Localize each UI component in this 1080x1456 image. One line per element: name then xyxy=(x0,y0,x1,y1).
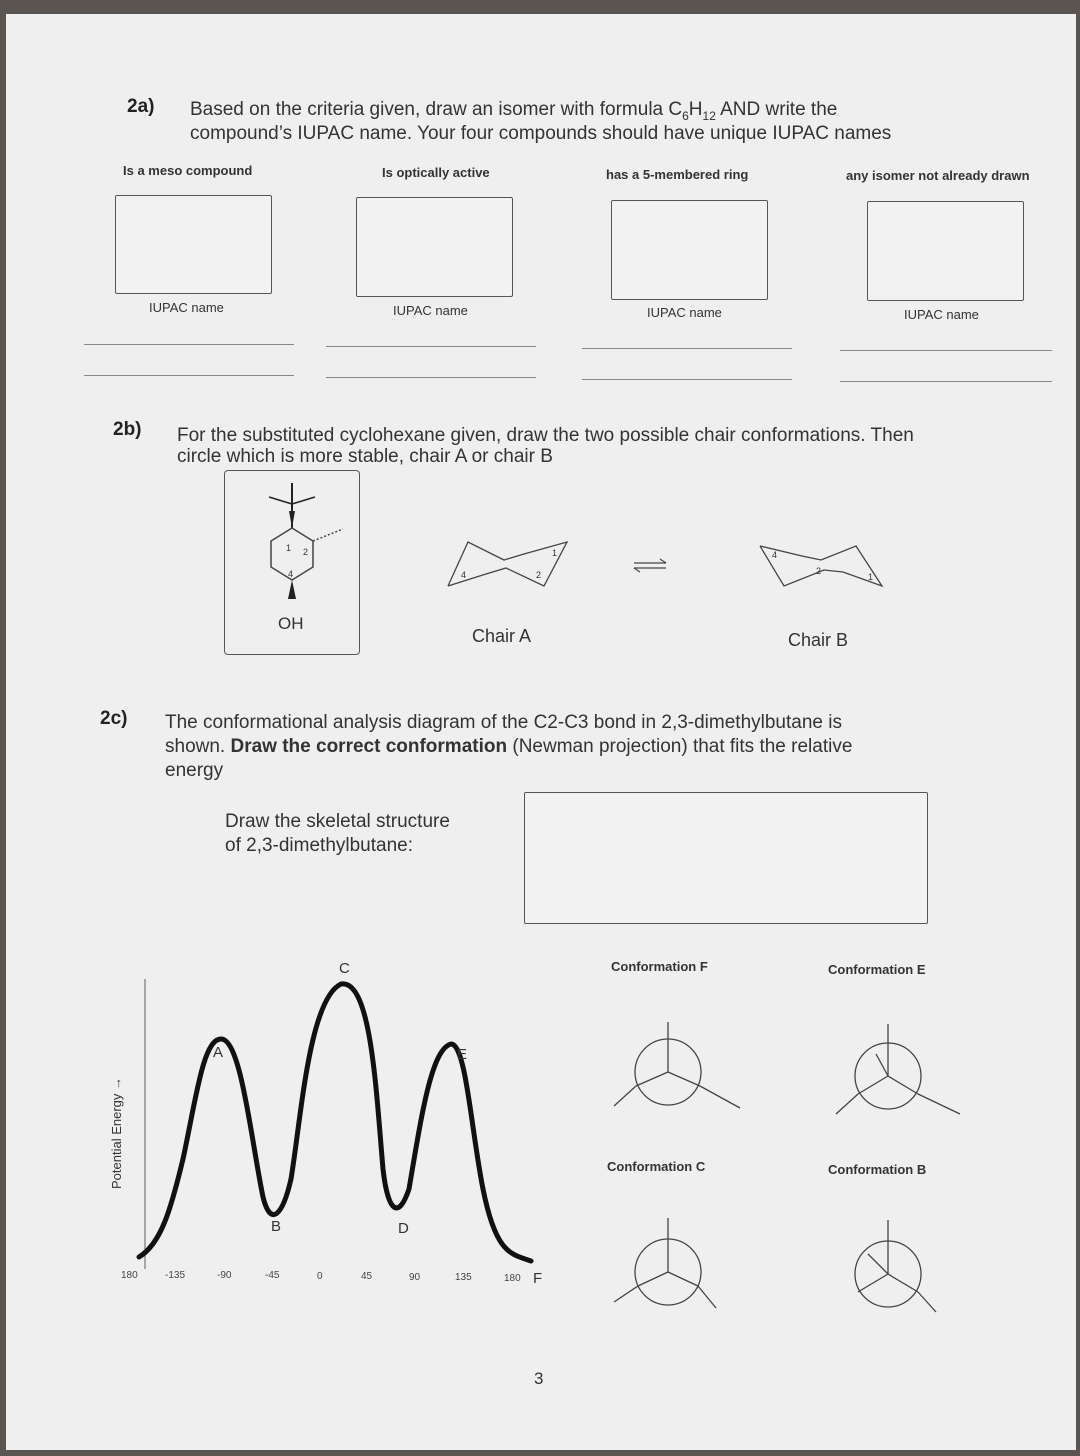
chair-b-number-4: 4 xyxy=(772,550,778,560)
question-2a-number: 2a) xyxy=(127,96,155,117)
formula-h: H xyxy=(688,99,703,120)
peak-label-f: F xyxy=(533,1270,543,1287)
x-tick-0: 0 xyxy=(317,1271,323,1282)
criterion-optically-active: Is optically active xyxy=(382,165,490,180)
chair-a-template xyxy=(436,534,576,594)
tbutyl-right xyxy=(292,497,315,504)
newman-template-c xyxy=(606,1214,746,1314)
wedge-bond-oh xyxy=(288,580,296,599)
chair-a-number-2: 2 xyxy=(536,570,542,580)
peak-label-d: D xyxy=(398,1220,409,1237)
criterion-5-membered-ring: has a 5-membered ring xyxy=(606,167,749,182)
chair-b-template xyxy=(756,542,891,594)
iupac-answer-line-1a[interactable] xyxy=(84,344,294,345)
ring-number-1: 1 xyxy=(286,543,292,553)
x-tick-45: 45 xyxy=(361,1271,373,1282)
ring-number-2: 2 xyxy=(303,547,309,557)
x-tick-minus45: -45 xyxy=(265,1270,280,1281)
page-number: 3 xyxy=(534,1369,544,1388)
y-axis-label: Potential Energy → xyxy=(109,1076,124,1189)
question-2b-text-line2: circle which is more stable, chair A or chair B xyxy=(177,446,553,467)
iupac-answer-line-1b[interactable] xyxy=(84,375,294,376)
ring-number-4: 4 xyxy=(288,569,294,579)
x-tick-90: 90 xyxy=(409,1272,421,1283)
question-2c-text-line1: The conformational analysis diagram of the C2-C3 bond in 2,3-dimethylbutane is xyxy=(165,712,842,733)
question-2b-number: 2b) xyxy=(113,419,142,440)
drawing-box-meso[interactable] xyxy=(115,195,272,294)
question-2c-number: 2c) xyxy=(100,708,128,729)
newman-template-b xyxy=(826,1216,966,1316)
newman-template-e xyxy=(826,1018,966,1118)
skeletal-structure-box[interactable] xyxy=(524,792,928,924)
iupac-label-2: IUPAC name xyxy=(393,303,468,318)
skeletal-prompt-line2: of 2,3-dimethylbutane: xyxy=(225,835,414,856)
q2c-prefix: shown. xyxy=(165,736,231,757)
chair-b-number-1: 1 xyxy=(868,572,874,582)
question-2b-text-line1: For the substituted cyclohexane given, draw the two possible chair conformations. Then xyxy=(177,425,914,446)
q2c-suffix: (Newman projection) that fits the relative xyxy=(507,736,853,757)
iupac-answer-line-2b[interactable] xyxy=(326,377,536,378)
criterion-any-isomer: any isomer not already drawn xyxy=(846,168,1030,183)
conformation-b-label: Conformation B xyxy=(828,1162,927,1177)
iupac-label-4: IUPAC name xyxy=(904,307,979,322)
iupac-answer-line-3a[interactable] xyxy=(582,348,792,349)
peak-label-b: B xyxy=(271,1218,282,1235)
x-tick-minus135: -135 xyxy=(165,1270,186,1281)
conformation-e-label: Conformation E xyxy=(828,962,926,977)
question-2c-text-line2 xyxy=(165,735,852,758)
cyclohexane-structure xyxy=(225,471,359,654)
iupac-answer-line-3b[interactable] xyxy=(582,379,792,380)
formula-subscript-12: 12 xyxy=(702,108,716,123)
chair-b-number-2: 2 xyxy=(816,566,822,576)
substituted-cyclohexane-box xyxy=(224,470,360,655)
question-2c-text-line3: energy xyxy=(165,760,224,781)
worksheet-page xyxy=(6,14,1076,1450)
x-tick-180-left: 180 xyxy=(121,1270,138,1281)
peak-label-e: E xyxy=(457,1046,468,1063)
newman-template-f xyxy=(606,1014,746,1114)
question-2a-text-line2: compound’s IUPAC name. Your four compounds should have unique IUPAC names xyxy=(190,123,892,144)
x-tick-180-right: 180 xyxy=(504,1273,521,1284)
drawing-box-5-membered-ring[interactable] xyxy=(611,200,768,300)
x-tick-minus90: -90 xyxy=(217,1270,232,1281)
tbutyl-left xyxy=(269,497,292,504)
q2a-text-end: AND write the xyxy=(715,99,838,120)
hashed-methyl-bond xyxy=(313,529,343,541)
energy-diagram xyxy=(91,939,561,1289)
conformation-f-label: Conformation F xyxy=(611,959,708,974)
x-tick-135: 135 xyxy=(455,1272,472,1283)
equilibrium-arrows-icon xyxy=(630,558,670,574)
q2a-text-part: Based on the criteria given, draw an isomer with formula C xyxy=(190,99,683,120)
peak-label-c: C xyxy=(339,960,350,977)
drawing-box-optically-active[interactable] xyxy=(356,197,513,297)
wedge-bond-top xyxy=(289,511,295,528)
drawing-box-any-isomer[interactable] xyxy=(867,201,1024,301)
oh-label: OH xyxy=(278,614,304,633)
q2c-bold-instruction: Draw the correct conformation xyxy=(230,736,508,757)
chair-a-label: Chair A xyxy=(472,626,532,646)
chair-b-label: Chair B xyxy=(788,630,849,650)
iupac-answer-line-2a[interactable] xyxy=(326,346,536,347)
iupac-label-1: IUPAC name xyxy=(149,300,224,315)
iupac-answer-line-4b[interactable] xyxy=(840,381,1052,382)
iupac-label-3: IUPAC name xyxy=(647,305,722,320)
criterion-meso: Is a meso compound xyxy=(123,163,253,178)
chair-a-number-1: 1 xyxy=(552,548,558,558)
iupac-answer-line-4a[interactable] xyxy=(840,350,1052,351)
conformation-c-label: Conformation C xyxy=(607,1159,706,1174)
peak-label-a: A xyxy=(213,1044,224,1061)
formula-subscript-6: 6 xyxy=(682,108,689,123)
chair-a-number-4: 4 xyxy=(461,570,467,580)
energy-curve xyxy=(139,984,531,1261)
skeletal-prompt-line1: Draw the skeletal structure xyxy=(225,811,450,832)
